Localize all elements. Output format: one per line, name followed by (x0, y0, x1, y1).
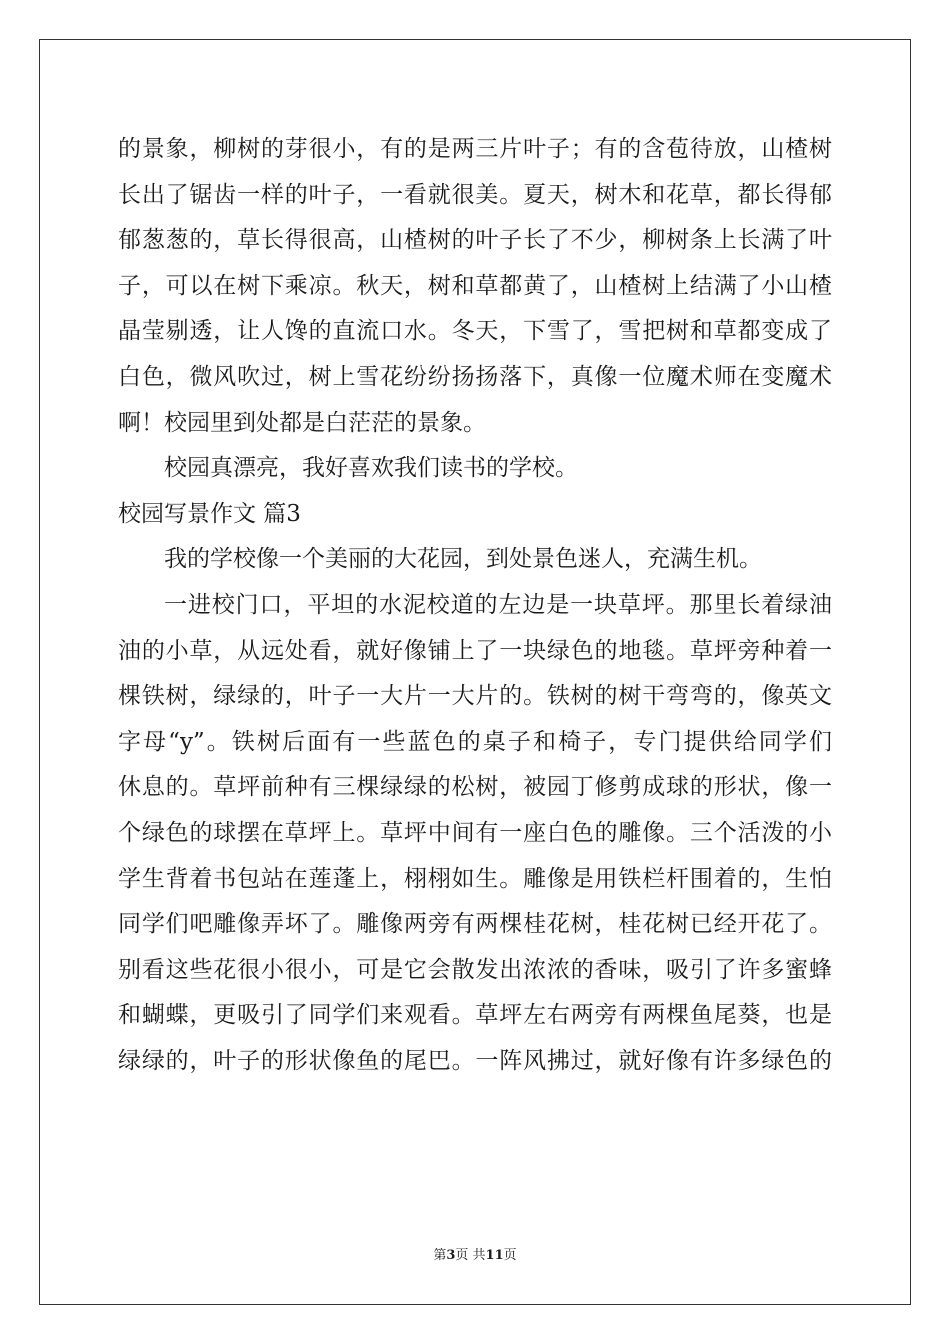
current-page-number: 3 (446, 1248, 456, 1263)
text-line: 和蝴蝶，更吸引了同学们来观看。草坪左右两旁有两棵鱼尾葵，也是 (118, 1002, 832, 1029)
section-heading: 校园写景作文 篇3 (118, 500, 301, 527)
text-line: 字母“y”。铁树后面有一些蓝色的桌子和椅子，专门提供给同学们 (118, 728, 832, 755)
text-line: 啊！校园里到处都是白茫茫的景象。 (118, 409, 486, 436)
text-line: 白色，微风吹过，树上雪花纷纷扬扬落下，真像一位魔术师在变魔术 (118, 363, 832, 390)
text-line: 棵铁树，绿绿的，叶子一大片一大片的。铁树的树干弯弯的，像英文 (118, 683, 832, 710)
text-line: 休息的。草坪前种有三棵绿绿的松树，被园丁修剪成球的形状，像一 (118, 774, 832, 801)
text-line: 子，可以在树下乘凉。秋天，树和草都黄了，山楂树上结满了小山楂 (118, 272, 832, 299)
paragraph-line: 一进校门口，平坦的水泥校道的左边是一块草坪。那里长着绿油 (164, 591, 832, 618)
footer-prefix: 第 (433, 1248, 447, 1263)
paragraph-line: 校园真漂亮，我好喜欢我们读书的学校。 (164, 455, 578, 482)
paragraph-line: 我的学校像一个美丽的大花园，到处景色迷人，充满生机。 (164, 546, 762, 573)
text-line: 郁葱葱的，草长得很高，山楂树的叶子长了不少，柳树条上长满了叶 (118, 227, 832, 254)
text-line: 同学们吧雕像弄坏了。雕像两旁有两棵桂花树，桂花树已经开花了。 (118, 911, 832, 938)
footer-mid: 页 共 (455, 1248, 486, 1263)
text-line: 绿绿的，叶子的形状像鱼的尾巴。一阵风拂过，就好像有许多绿色的 (118, 1047, 832, 1074)
total-pages-number: 11 (485, 1248, 504, 1263)
document-body (118, 127, 832, 1084)
text-line: 的景象，柳树的芽很小，有的是两三片叶子；有的含苞待放，山楂树 (118, 136, 832, 162)
text-line: 油的小草，从远处看，就好像铺上了一块绿色的地毯。草坪旁种着一 (118, 637, 832, 664)
page-footer (0, 1244, 950, 1263)
text-line: 长出了锯齿一样的叶子，一看就很美。夏天，树木和花草，都长得郁 (118, 181, 832, 208)
footer-suffix: 页 (503, 1248, 517, 1263)
text-line: 个绿色的球摆在草坪上。草坪中间有一座白色的雕像。三个活泼的小 (118, 819, 832, 846)
text-line: 学生背着书包站在莲蓬上，栩栩如生。雕像是用铁栏杆围着的，生怕 (118, 865, 832, 892)
text-line: 别看这些花很小很小，可是它会散发出浓浓的香味，吸引了许多蜜蜂 (118, 956, 832, 983)
text-line: 晶莹剔透，让人馋的直流口水。冬天，下雪了，雪把树和草都变成了 (118, 318, 832, 345)
